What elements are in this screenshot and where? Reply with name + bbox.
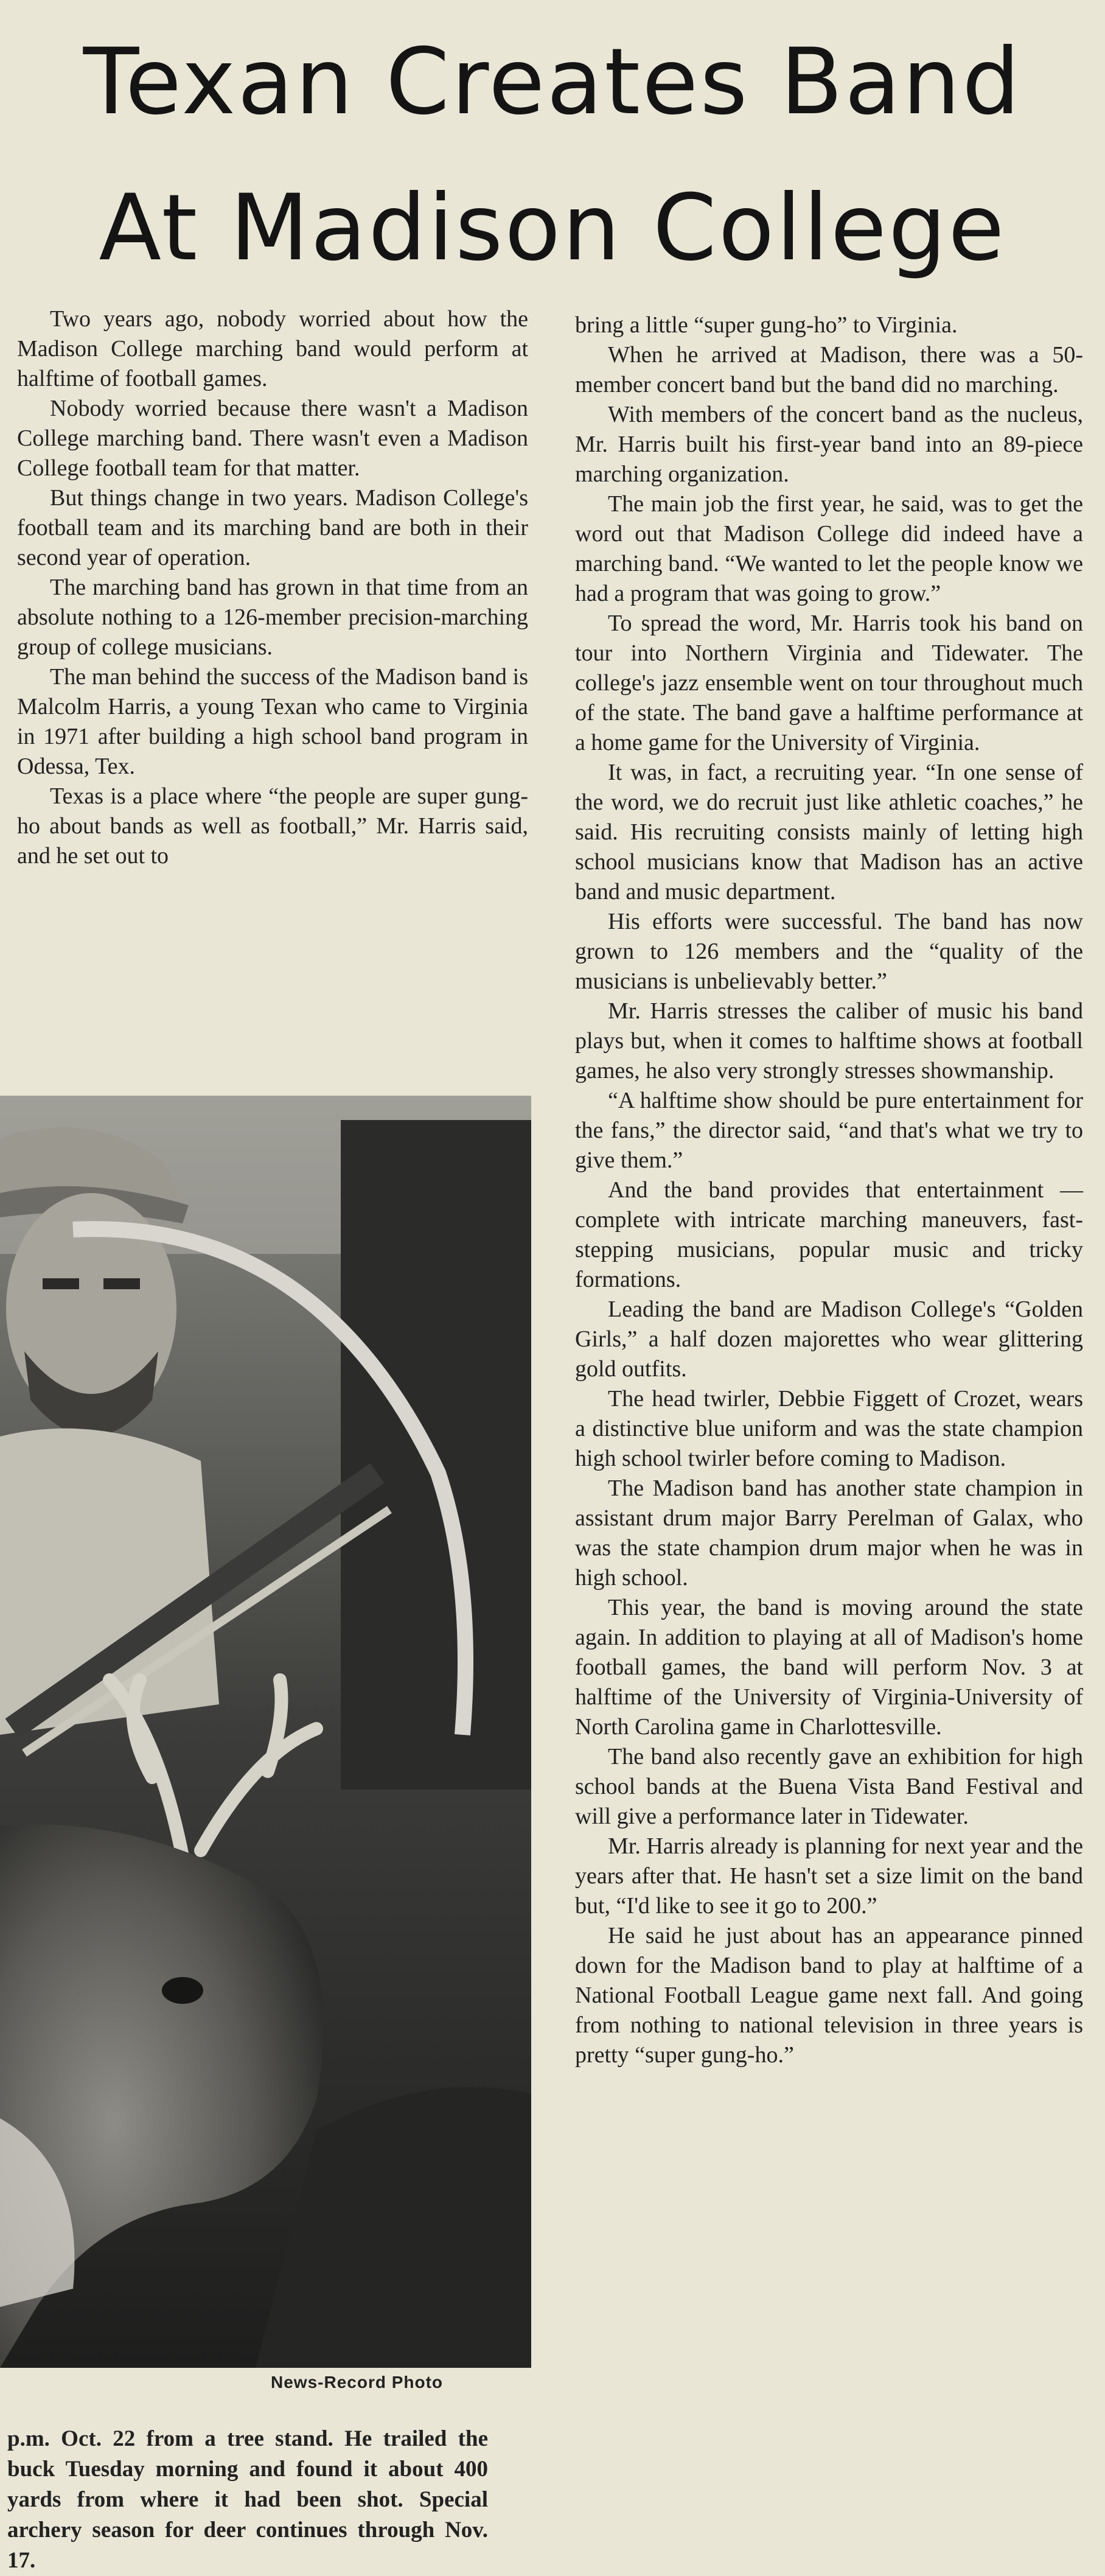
article-paragraph: With members of the concert band as the nucleus, Mr. Harris built his first-year band into an 89-piece marching organization.: [575, 402, 1083, 487]
headline-line-1: Texan Creates Band: [83, 29, 1022, 135]
article-paragraph: When he arrived at Madison, there was a 50-member concert band but the band did no marching.: [575, 342, 1083, 397]
left-column: [17, 304, 528, 871]
article-paragraph: The marching band has grown in that time from an absolute nothing to a 126-member precision-marching group of college musicians.: [17, 575, 528, 660]
article-paragraph: Mr. Harris stresses the caliber of music his band plays but, when it comes to halftime shows at football games, he also very strongly stresses showmanship.: [575, 998, 1083, 1083]
article-paragraph: To spread the word, Mr. Harris took his band on tour into Northern Virginia and Tidewater. The college's jazz ensemble went on tour throughout much of the state. The band gave a halftime performance at a home game for the University of Virginia.: [575, 611, 1083, 755]
photo-credit: News-Record Photo: [271, 2373, 444, 2392]
right-column: [575, 310, 1083, 2070]
article-paragraph: Leading the band are Madison College's “Golden Girls,” a half dozen majorettes who wear glittering gold outfits.: [575, 1297, 1083, 1382]
article-paragraph: Two years ago, nobody worried about how the Madison College marching band would perform at halftime of football games.: [17, 306, 528, 391]
photo-illustration: [0, 1096, 531, 2368]
photo-caption: p.m. Oct. 22 from a tree stand. He trailed the buck Tuesday morning and found it about 400 yards from where it had been shot. Special archery season for deer continues through Nov. 17.: [7, 2426, 488, 2573]
article-paragraph: The main job the first year, he said, was to get the word out that Madison College did indeed have a marching band. “We wanted to let the people know we had a program that was going to grow.”: [575, 491, 1083, 606]
article-paragraph: “A halftime show should be pure entertainment for the fans,” the director said, “and that's what we try to give them.”: [575, 1088, 1083, 1173]
article-paragraph: This year, the band is moving around the state again. In addition to playing at all of Madison's home football games, the band will perform Nov. 3 at halftime of the University of Virginia-University of North Carolina game in Charlottesville.: [575, 1595, 1083, 1740]
headline-line-2: At Madison College: [99, 175, 1006, 281]
article-paragraph: The man behind the success of the Madison band is Malcolm Harris, a young Texan who came to Virginia in 1971 after building a high school band program in Odessa, Tex.: [17, 664, 528, 779]
article-paragraph: Mr. Harris already is planning for next year and the years after that. He hasn't set a size limit on the band but, “I'd like to see it go to 200.”: [575, 1833, 1083, 1919]
article-paragraph: Nobody worried because there wasn't a Madison College marching band. There wasn't even a Madison College football team for that matter.: [17, 396, 528, 481]
hunter-with-buck-photo: [0, 1096, 531, 2368]
article-paragraph: Texas is a place where “the people are super gung-ho about bands as well as football,” Mr. Harris said, and he set out to: [17, 783, 528, 869]
article-paragraph: And the band provides that entertainment — complete with intricate marching maneuvers, fast-stepping musicians, popular music and tricky formations.: [575, 1177, 1083, 1292]
article-paragraph: His efforts were successful. The band has now grown to 126 members and the “quality of the musicians is unbelievably better.”: [575, 909, 1083, 994]
article-paragraph: The Madison band has another state champion in assistant drum major Barry Perelman of Galax, who was the state champion drum major when he was in high school.: [575, 1475, 1083, 1591]
article-paragraph: It was, in fact, a recruiting year. “In one sense of the word, we do recruit just like athletic coaches,” he said. His recruiting consists mainly of letting high school musicians know that Madison has an active band and music department.: [575, 760, 1083, 905]
article-paragraph: But things change in two years. Madison College's football team and its marching band are both in their second year of operation.: [17, 485, 528, 570]
article-paragraph: The head twirler, Debbie Figgett of Crozet, wears a distinctive blue uniform and was the state champion high school twirler before coming to Madison.: [575, 1386, 1083, 1471]
article-paragraph: The band also recently gave an exhibition for high school bands at the Buena Vista Band Festival and will give a performance later in Tidewater.: [575, 1744, 1083, 1829]
article-paragraph: He said he just about has an appearance pinned down for the Madison band to play at halftime of a National Football League game next fall. And going from nothing to national television in three years is pretty “super gung-ho.”: [575, 1923, 1083, 2068]
article-paragraph: bring a little “super gung-ho” to Virginia.: [575, 312, 958, 338]
